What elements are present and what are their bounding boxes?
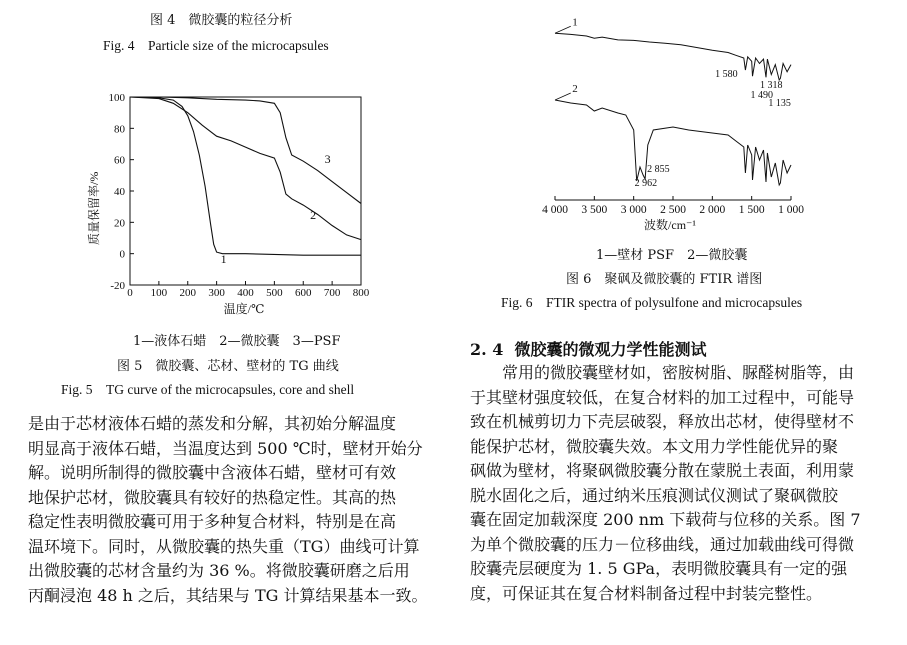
ftir-peak-label: 1 135 [768,98,791,109]
right-line: 胶囊壳层硬度为 1. 5 GPa，表明微胶囊具有一定的强 [470,559,848,578]
fig5-caption-cn: 图 5 微胶囊、芯材、壁材的 TG 曲线 [117,359,339,374]
ftir-peak-label: 2 962 [634,178,658,189]
ftir-x-tick-label: 2 000 [699,204,726,216]
left-line: 出微胶囊的芯材含量约为 36 %。将微胶囊研磨之后用 [28,561,410,580]
tg-series-3-line [130,97,361,204]
left-line: 丙酮浸泡 48 h 之后，其结果与 TG 计算结果基本一致。 [28,585,428,605]
ftir-x-tick-label: 3 000 [620,204,647,216]
ftir-x-tick-label: 3 500 [581,204,608,216]
ftir-peak-label: 1 580 [715,69,738,80]
right-line: 砜做为壁材，将聚砜微胶囊分散在蒙脱土表面，利用蒙 [470,461,855,480]
right-line: 致在机械剪切力下壳层破裂，释放出芯材，使得壁材不 [470,412,855,431]
fig6-caption-en: Fig. 6 FTIR spectra of polysulfone and microcapsules [501,295,803,310]
right-line: 囊在固定加载深度 200 nm 下载荷与位移的关系。图 7 [470,510,861,529]
fig6-legend: 1—壁材 PSF 2—微胶囊 [596,248,748,263]
fig4-caption-en: Fig. 4 Particle size of the microcapsules [103,38,329,53]
right-line: 常用的微胶囊壁材如，密胺树脂、脲醛树脂等，由 [470,363,855,382]
tg-series-1-label: 1 [220,252,227,267]
right-line: 为单个微胶囊的压力－位移曲线，通过加载曲线可得微 [470,534,855,554]
tg-series-1-line [130,97,361,255]
tg-ylabel: 质量保留率/% [87,171,101,245]
ftir-x-tick-label: 4 000 [542,204,568,216]
tg-y-tick-label: 0 [119,248,125,261]
fig5-caption-en: Fig. 5 TG curve of the microcapsules, core and shell [61,382,355,397]
ftir-x-tick-label: 1 000 [778,204,804,216]
tg-x-tick-label: 800 [352,287,370,299]
right-line: 能保护芯材，微胶囊失效。本文用力学性能优异的聚 [470,436,839,456]
ftir-x-tick-label: 2 500 [660,204,686,216]
tg-y-tick-label: 20 [114,217,125,230]
left-line: 稳定性表明微胶囊可用于多种复合材料，特别是在高 [28,512,397,531]
tg-series-2-line [130,97,361,240]
tg-y-tick-label: 40 [114,186,125,198]
tg-x-tick-label: 700 [323,287,341,299]
tg-series-3-label: 3 [324,151,331,166]
left-line: 是由于芯材液体石蜡的蒸发和分解，其初始分解温度 [28,414,397,433]
ftir-x-tick-label: 1 500 [738,204,765,216]
ftir-series-1-leader [555,26,571,33]
ftir-xlabel: 波数/cm⁻¹ [644,218,696,232]
ftir-series-2-line [555,100,791,185]
ftir-series-1-label: 1 [572,16,578,29]
ftir-series-2-label: 2 [572,83,578,95]
tg-chart [78,80,378,320]
fig4-caption-cn: 图 4 微胶囊的粒径分析 [150,13,293,28]
tg-y-tick-label: 80 [114,123,125,136]
section-heading [470,337,707,360]
tg-x-tick-label: 300 [208,287,225,299]
tg-xlabel: 温度/℃ [223,302,265,316]
right-paragraph [470,361,861,606]
left-line: 解。说明所制得的微胶囊中含液体石蜡，壁材可有效 [28,463,397,482]
tg-x-tick-label: 200 [179,287,196,299]
right-line: 于其壁材强度较低，在复合材料的加工过程中，可能导 [470,387,855,407]
fig6-caption-cn: 图 6 聚砜及微胶囊的 FTIR 谱图 [566,272,763,287]
tg-x-tick-label: 600 [295,287,312,299]
ftir-series-1-line [555,33,791,80]
left-line: 明显高于液体石蜡，当温度达到 500 ℃时，壁材开始分 [28,438,423,458]
section-number: 2. 4 [470,340,504,359]
tg-plot-frame [130,97,361,285]
ftir-chart [530,5,820,235]
right-line: 脱水固化之后，通过纳米压痕测试仪测试了聚砜微胶 [470,485,839,505]
tg-x-tick-label: 400 [237,287,254,299]
tg-series-2-label: 2 [310,208,317,223]
tg-y-tick-label: 60 [114,154,125,167]
tg-x-tick-label: 500 [266,287,283,299]
section-title: 微胶囊的微观力学性能测试 [514,340,707,359]
tg-y-tick-label: 100 [108,92,125,104]
ftir-series-2-leader [555,93,571,100]
ftir-peak-label: 1 318 [759,80,783,91]
tg-y-tick-label: -20 [110,280,125,292]
left-line: 温环境下。同时，从微胶囊的热失重（TG）曲线可计算 [28,536,420,556]
fig5-legend: 1—液体石蜡 2—微胶囊 3—PSF [133,334,341,349]
tg-x-tick-label: 0 [127,287,133,299]
ftir-peak-label: 1 490 [750,90,773,101]
left-paragraph [28,412,428,608]
ftir-peak-label: 2 855 [647,164,670,175]
left-line: 地保护芯材，微胶囊具有较好的热稳定性。其高的热 [28,487,397,507]
right-line: 度，可保证其在复合材料制备过程中封装完整性。 [470,583,823,603]
tg-x-tick-label: 100 [150,287,168,299]
